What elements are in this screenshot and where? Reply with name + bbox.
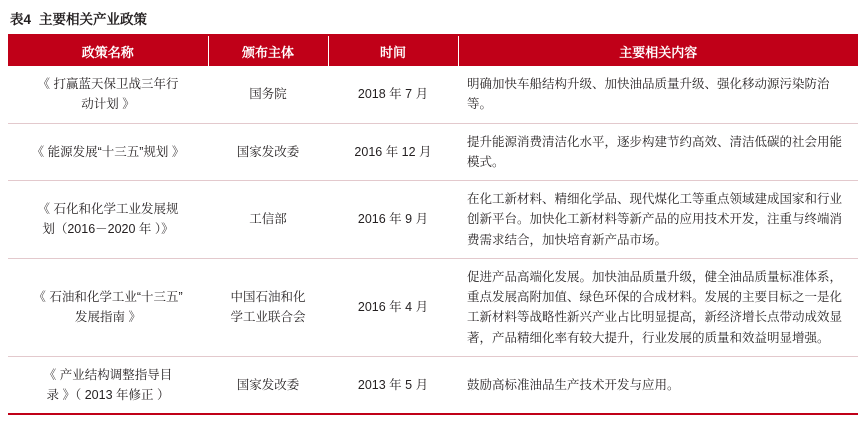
cell-line: 动计划 》	[81, 97, 135, 112]
cell-policy-name	[8, 356, 208, 414]
cell-time: 2013 年 5 月	[357, 377, 429, 392]
column-header-policy-name: 政策名称	[8, 35, 208, 66]
table-row	[8, 356, 858, 414]
table-body	[8, 66, 858, 414]
cell-line: 录 》（ 2013 年修正 ）	[46, 388, 170, 402]
cell-line: 《 打赢蓝天保卫战三年行	[37, 77, 179, 91]
cell-issuer: 国务院	[208, 66, 328, 123]
cell-line: 《 产业结构调整指导目	[43, 367, 173, 382]
cell-content: 提升能源消费清洁化水平，逐步构建节约高效、清洁低碳的社会用能模式。	[458, 123, 858, 181]
table-caption-title: 主要相关产业政策	[39, 12, 148, 27]
table-caption	[8, 6, 858, 34]
cell-time: 2018 年 7 月	[328, 66, 458, 123]
cell-policy-name	[8, 181, 208, 259]
table-row	[8, 66, 858, 123]
cell-line: 《 石化和化学工业发展规	[37, 202, 179, 217]
cell-line: 发展指南 》	[75, 310, 141, 325]
policy-table	[8, 34, 858, 415]
cell-policy-name: 《 能源发展“十三五”规划 》	[8, 123, 208, 181]
cell-line: 划（2016－2020 年 ）》	[42, 222, 174, 237]
table-row	[8, 181, 858, 259]
table-header	[8, 35, 858, 66]
cell-line: 《 石油和化学工业“十三五”	[33, 290, 183, 304]
cell-policy-name	[8, 258, 208, 356]
cell-issuer: 国家发改委	[208, 123, 328, 181]
cell-time: 2016 年 9 月	[328, 181, 458, 259]
cell-issuer: 工信部	[208, 181, 328, 259]
cell-time: 2016 年 4 月	[328, 258, 458, 356]
table-caption-label: 表4	[10, 12, 32, 27]
cell-line: 中国石油和化	[230, 290, 306, 304]
table-row	[8, 258, 858, 356]
cell-content: 明确加快车船结构升级、加快油品质量升级、强化移动源污染防治等。	[458, 66, 858, 123]
column-header-issuer: 颁布主体	[208, 35, 328, 66]
cell-content: 促进产品高端化发展。加快油品质量升级，健全油品质量标准体系，重点发展高附加值、绿色环保的合成材料。发展的主要目标之一是化工新材料等战略性新兴产业占比明显提高，新经济增长点带动成效显著，产品精细化率有较大提升，行业发展的质量和效益明显增强。	[458, 258, 858, 356]
table-header-row	[8, 35, 858, 66]
cell-issuer	[208, 258, 328, 356]
cell-content: 在化工新材料、精细化学品、现代煤化工等重点领域建成国家和行业创新平台。加快化工新材料等新产品的应用技术开发，注重与终端消费需求结合，加快培育新产品市场。	[458, 181, 858, 259]
cell-line: 学工业联合会	[230, 310, 306, 325]
column-header-time: 时间	[328, 35, 458, 66]
cell-time: 2016 年 12 月	[328, 123, 458, 181]
cell-policy-name	[8, 66, 208, 123]
cell-issuer: 国家发改委	[236, 377, 300, 392]
column-header-content: 主要相关内容	[458, 35, 858, 66]
table-row	[8, 123, 858, 181]
cell-content: 鼓励高标准油品生产技术开发与应用。	[467, 377, 680, 392]
